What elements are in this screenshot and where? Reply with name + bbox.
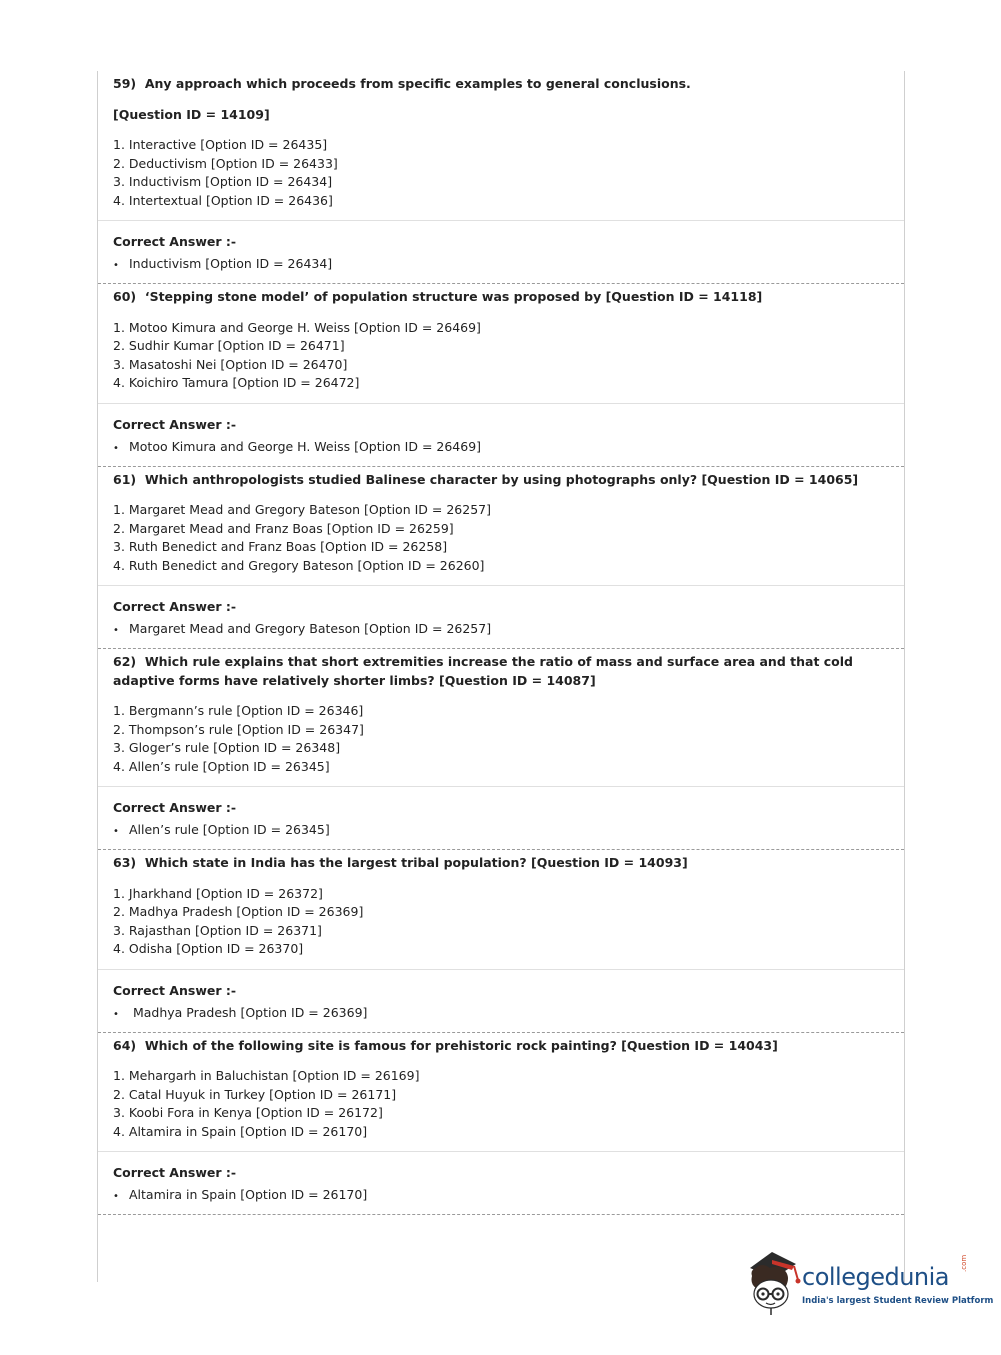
option-item: 3. Koobi Fora in Kenya [Option ID = 26172] — [113, 1105, 383, 1120]
option-item: 4. Koichiro Tamura [Option ID = 26472] — [113, 375, 360, 390]
answer-section — [98, 970, 904, 1032]
option-item: 3. Masatoshi Nei [Option ID = 26470] — [113, 356, 348, 372]
option-item: 1. Interactive [Option ID = 26435] — [113, 137, 328, 152]
question-text — [113, 652, 889, 690]
question-block — [98, 284, 904, 467]
option-item: 2. Madhya Pradesh [Option ID = 26369] — [113, 904, 364, 919]
correct-answer — [113, 1004, 889, 1024]
option-item: 2. Sudhir Kumar [Option ID = 26471] — [113, 338, 345, 353]
option-list — [113, 1067, 889, 1141]
bullet-icon: • — [113, 625, 119, 636]
option-list — [113, 702, 889, 776]
correct-answer-text: Motoo Kimura and George H. Weiss [Option ID = 26469] — [129, 438, 482, 454]
question-block — [98, 850, 904, 1033]
option-list — [113, 885, 889, 959]
question-text — [113, 74, 889, 94]
option-item: 2. Thompson’s rule [Option ID = 26347] — [113, 721, 364, 737]
question-block — [98, 467, 904, 650]
question-text — [113, 470, 889, 490]
question-list — [98, 71, 904, 1215]
logo-wordmark: collegedunia — [802, 1263, 950, 1291]
logo-com-suffix: .com — [960, 1254, 968, 1272]
correct-answer — [113, 255, 889, 275]
question-statement: Which of the following site is famous for prehistoric rock painting? [Question ID = 14043] — [144, 1037, 778, 1053]
option-item: 2. Deductivism [Option ID = 26433] — [113, 155, 338, 171]
correct-answer-text: Margaret Mead and Gregory Bateson [Option ID = 26257] — [129, 621, 492, 636]
option-item: 2. Catal Huyuk in Turkey [Option ID = 26171] — [113, 1086, 397, 1102]
option-item: 1. Bergmann’s rule [Option ID = 26346] — [113, 703, 364, 718]
correct-answer-label: Correct Answer :- — [113, 416, 237, 432]
option-item: 3. Gloger’s rule [Option ID = 26348] — [113, 740, 341, 755]
option-list — [113, 136, 889, 210]
option-item: 3. Rajasthan [Option ID = 26371] — [113, 922, 322, 938]
question-statement: ‘Stepping stone model’ of population structure was proposed by [Question ID = 14118] — [144, 289, 763, 304]
option-item: 4. Altamira in Spain [Option ID = 26170] — [113, 1123, 368, 1139]
bullet-icon: • — [113, 442, 119, 454]
correct-answer — [113, 438, 889, 458]
student-mascot-icon — [742, 1246, 804, 1316]
question-number: 64) — [113, 1037, 137, 1053]
correct-answer-label: Correct Answer :- — [113, 1165, 237, 1180]
bullet-icon: • — [113, 1008, 119, 1020]
option-item: 4. Allen’s rule [Option ID = 26345] — [113, 758, 330, 774]
option-item: 1. Mehargarh in Baluchistan [Option ID = 26169] — [113, 1068, 420, 1083]
question-section — [98, 284, 904, 404]
question-text — [113, 1036, 889, 1056]
answer-section — [98, 221, 904, 283]
question-section — [98, 850, 904, 970]
correct-answer — [113, 1186, 889, 1206]
question-section — [98, 649, 904, 787]
logo-tagline: India's largest Student Review Platform — [802, 1296, 994, 1306]
question-id: [Question ID = 14109] — [113, 106, 270, 122]
question-section — [98, 467, 904, 587]
question-text — [113, 287, 889, 307]
answer-section — [98, 1152, 904, 1214]
answer-section — [98, 586, 904, 648]
correct-answer-label: Correct Answer :- — [113, 599, 237, 614]
question-block — [98, 71, 904, 284]
option-item: 4. Intertextual [Option ID = 26436] — [113, 192, 333, 208]
correct-answer — [113, 821, 889, 841]
question-number: 62) — [113, 654, 137, 669]
option-item: 3. Ruth Benedict and Franz Boas [Option ID = 26258] — [113, 539, 448, 554]
bullet-icon: • — [113, 826, 119, 837]
bullet-icon: • — [113, 260, 119, 271]
option-item: 1. Motoo Kimura and George H. Weiss [Option ID = 26469] — [113, 319, 481, 335]
question-paper-frame — [97, 71, 905, 1282]
question-section — [98, 71, 904, 221]
answer-section — [98, 787, 904, 849]
correct-answer-label: Correct Answer :- — [113, 982, 237, 998]
correct-answer-text: Altamira in Spain [Option ID = 26170] — [129, 1187, 368, 1202]
option-item: 4. Odisha [Option ID = 26370] — [113, 941, 304, 956]
collegedunia-logo[interactable] — [742, 1246, 994, 1316]
option-item: 2. Margaret Mead and Franz Boas [Option ID = 26259] — [113, 520, 454, 536]
correct-answer — [113, 620, 889, 640]
question-statement: Which anthropologists studied Balinese character by using photographs only? [Question ID = 14065] — [144, 471, 859, 487]
correct-answer-text: Madhya Pradesh [Option ID = 26369] — [129, 1004, 368, 1020]
question-number: 59) — [113, 76, 137, 91]
question-block — [98, 649, 904, 850]
correct-answer-label: Correct Answer :- — [113, 234, 237, 249]
question-section — [98, 1033, 904, 1153]
correct-answer-label: Correct Answer :- — [113, 800, 237, 815]
question-statement: Which state in India has the largest tribal population? [Question ID = 14093] — [144, 855, 688, 870]
question-statement: Any approach which proceeds from specific examples to general conclusions. — [144, 76, 691, 91]
option-list — [113, 319, 889, 393]
question-block — [98, 1033, 904, 1216]
correct-answer-text: Allen’s rule [Option ID = 26345] — [129, 822, 330, 837]
question-number: 61) — [113, 471, 137, 487]
option-item: 3. Inductivism [Option ID = 26434] — [113, 174, 333, 189]
question-number: 63) — [113, 855, 137, 870]
question-number: 60) — [113, 289, 137, 304]
bullet-icon: • — [113, 1191, 119, 1202]
option-item: 1. Jharkhand [Option ID = 26372] — [113, 885, 323, 901]
correct-answer-text: Inductivism [Option ID = 26434] — [129, 256, 333, 271]
question-statement: Which rule explains that short extremities increase the ratio of mass and surface area and that cold adaptive forms have relatively shorter limbs? [Question ID = 14087] — [113, 654, 854, 688]
option-item: 4. Ruth Benedict and Gregory Bateson [Option ID = 26260] — [113, 557, 485, 573]
option-item: 1. Margaret Mead and Gregory Bateson [Option ID = 26257] — [113, 502, 491, 517]
option-list — [113, 501, 889, 575]
answer-section — [98, 404, 904, 466]
question-text — [113, 853, 889, 873]
